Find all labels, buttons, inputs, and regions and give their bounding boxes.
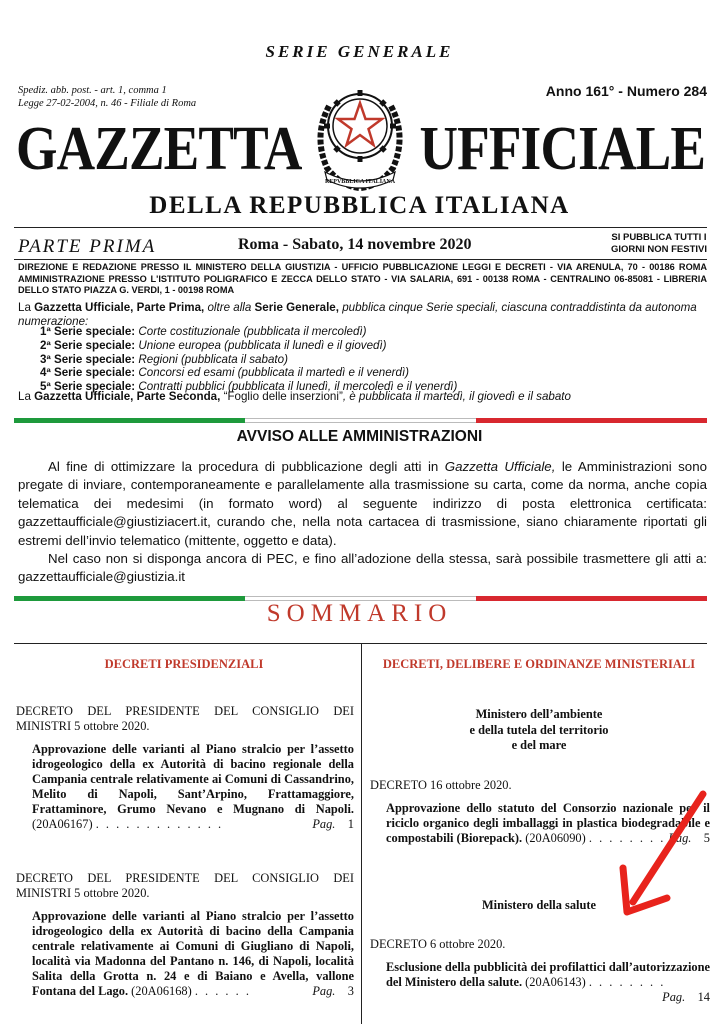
column-divider: [361, 644, 362, 1024]
left-column-heading: DECRETI PRESIDENZIALI: [104, 657, 264, 671]
ministry-salute: Ministero della salute: [481, 898, 597, 912]
series-label: SERIE GENERALE: [265, 42, 454, 61]
avviso-body: Al fine di ottimizzare la procedura di pubblicazione degli atti in Gazzetta Ufficiale, le Amministrazioni sono pregate di inviare, contemporaneamente e parallelamente alla trasmissione su carta, come da norma, anche copia telematica dei medesimi (in formato word) al seguente indirizzo di posta elettronica certificata: gazzettaufficiale@giustiziacert.it, curando che, nella nota cartacea di trasmissione, siano chiaramente riportati gli estremi dell’invio telematico (mittente, oggetto e data). Nel caso non si disponga ancora di PEC, e fino all’adozione della stessa, sarà possibile trasmettere gli atti a: gazzettaufficiale@giustizia.it: [18, 459, 707, 585]
title-ufficiale: UFFICIALE: [419, 115, 705, 183]
ministry-ambiente: Ministero dell’ambiente e della tutela del territorio e del mare: [469, 707, 609, 752]
divider: [14, 227, 707, 228]
entry-title: Esclusione della pubblicità dei profilattici dall’autorizzazione del Ministero della salute. (20A06143) . . . . . . . . Pag. 14: [386, 960, 710, 1004]
intro-text: La Gazzetta Ufficiale, Parte Prima, oltre alla Serie Generale, pubblica cinque Serie speciali, ciascuna contraddistinta da autonoma numerazione:: [18, 301, 697, 328]
title-gazzetta: GAZZETTA: [16, 115, 302, 183]
spedizione-note: Spediz. abb. post. - art. 1, comma 1 Legge 27-02-2004, n. 46 - Filiale di Roma: [18, 85, 197, 109]
publication-frequency: SI PUBBLICA TUTTI I GIORNI NON FESTIVI: [610, 232, 707, 255]
entry-title: Approvazione delle varianti al Piano stralcio per l’assetto idrogeologico della ex Autorità di bacino regionale della Campania centrale relativamente ai Comuni di Cassandrino, Melito di Napoli, Sant’Arpino, Frattamaggiore, Frattaminore, Grumo Nevano e Mugnano di Napoli. (20A06167) . . . . . . . . . . . . . Pag. 1: [32, 742, 354, 831]
parte-prima: PARTE PRIMA: [18, 236, 157, 257]
list-item: 5ª Serie speciale: Contratti pubblici (pubblicata il lunedì, il mercoledì e il venerdì): [40, 380, 458, 394]
anno-numero: Anno 161° - Numero 284: [545, 83, 707, 99]
list-item: 2ª Serie speciale: Unione europea (pubblicata il lunedì e il giovedì): [40, 338, 387, 352]
entry-header: DECRETO 16 ottobre 2020.: [370, 778, 512, 792]
avviso-title: AVVISO ALLE AMMINISTRAZIONI: [236, 428, 483, 445]
issue-date: Roma - Sabato, 14 novembre 2020: [238, 236, 472, 253]
parte-seconda-note: La Gazzetta Ufficiale, Parte Seconda, “Foglio delle inserzioni”, è pubblicata il martedì, il giovedì e il sabato: [18, 390, 571, 403]
right-column-heading: DECRETI, DELIBERE E ORDINANZE MINISTERIALI: [382, 657, 696, 671]
divider: [14, 259, 707, 260]
entry-title: Approvazione delle varianti al Piano stralcio per l’assetto idrogeologico della ex Autorità di bacino della Campania centrale relativamente ai Comuni di Giugliano di Napoli, località via Madonna del Pantano n. 146, di Napoli, località Salita della Grotta n. 24 e di Baiano e Avella, vallone Fontana del Lago. (20A06168) . . . . . . Pag. 3: [32, 909, 354, 998]
entry-title: Approvazione dello statuto del Consorzio nazionale per il riciclo organico degli imballaggi in plastica biodegradabile e compostabili (Biorepack). (20A06090) . . . . . . . . Pag. 5: [386, 801, 710, 845]
sommario-title: SOMMARIO: [266, 600, 453, 627]
entry-header: DECRETO DEL PRESIDENTE DEL CONSIGLIO DEI MINISTRI 5 ottobre 2020.: [16, 704, 354, 733]
serie-speciali-list: [40, 325, 457, 394]
republic-subtitle: DELLA REPUBBLICA ITALIANA: [149, 192, 570, 219]
republic-emblem-icon: [307, 76, 413, 194]
list-item: 3ª Serie speciale: Regioni (pubblicata il sabato): [40, 352, 288, 366]
list-item: 1ª Serie speciale: Corte costituzionale (pubblicata il mercoledì): [40, 325, 367, 338]
tricolor-divider: [14, 588, 707, 593]
sommario-entry[interactable]: [16, 704, 354, 832]
sommario-entry[interactable]: [370, 937, 710, 1005]
svg-text:REPVBBLICA ITALIANA: REPVBBLICA ITALIANA: [324, 179, 396, 185]
direzione-address: DIREZIONE E REDAZIONE PRESSO IL MINISTERO DELLA GIUSTIZIA - UFFICIO PUBBLICAZIONE LEGGI E DECRETI - VIA ARENULA, 70 - 00186 ROMA AMMINISTRAZIONE PRESSO L'ISTITUTO POLIGRAFICO E ZECCA DELLO STATO - VIA SALARIA, 691 - 00138 ROMA - CENTRALINO 06-85081 - LIBRERIA DELLO STATO PIAZZA G. VERDI, 1 - 00198 ROMA: [18, 262, 707, 296]
annotation-arrow-icon: [615, 788, 715, 920]
sommario-entry[interactable]: [16, 871, 354, 999]
tricolor-divider: [14, 410, 707, 415]
entry-header: DECRETO 6 ottobre 2020.: [370, 937, 506, 951]
list-item: 4ª Serie speciale: Concorsi ed esami (pubblicata il martedì e il venerdì): [40, 366, 410, 380]
entry-header: DECRETO DEL PRESIDENTE DEL CONSIGLIO DEI MINISTRI 5 ottobre 2020.: [16, 871, 354, 900]
